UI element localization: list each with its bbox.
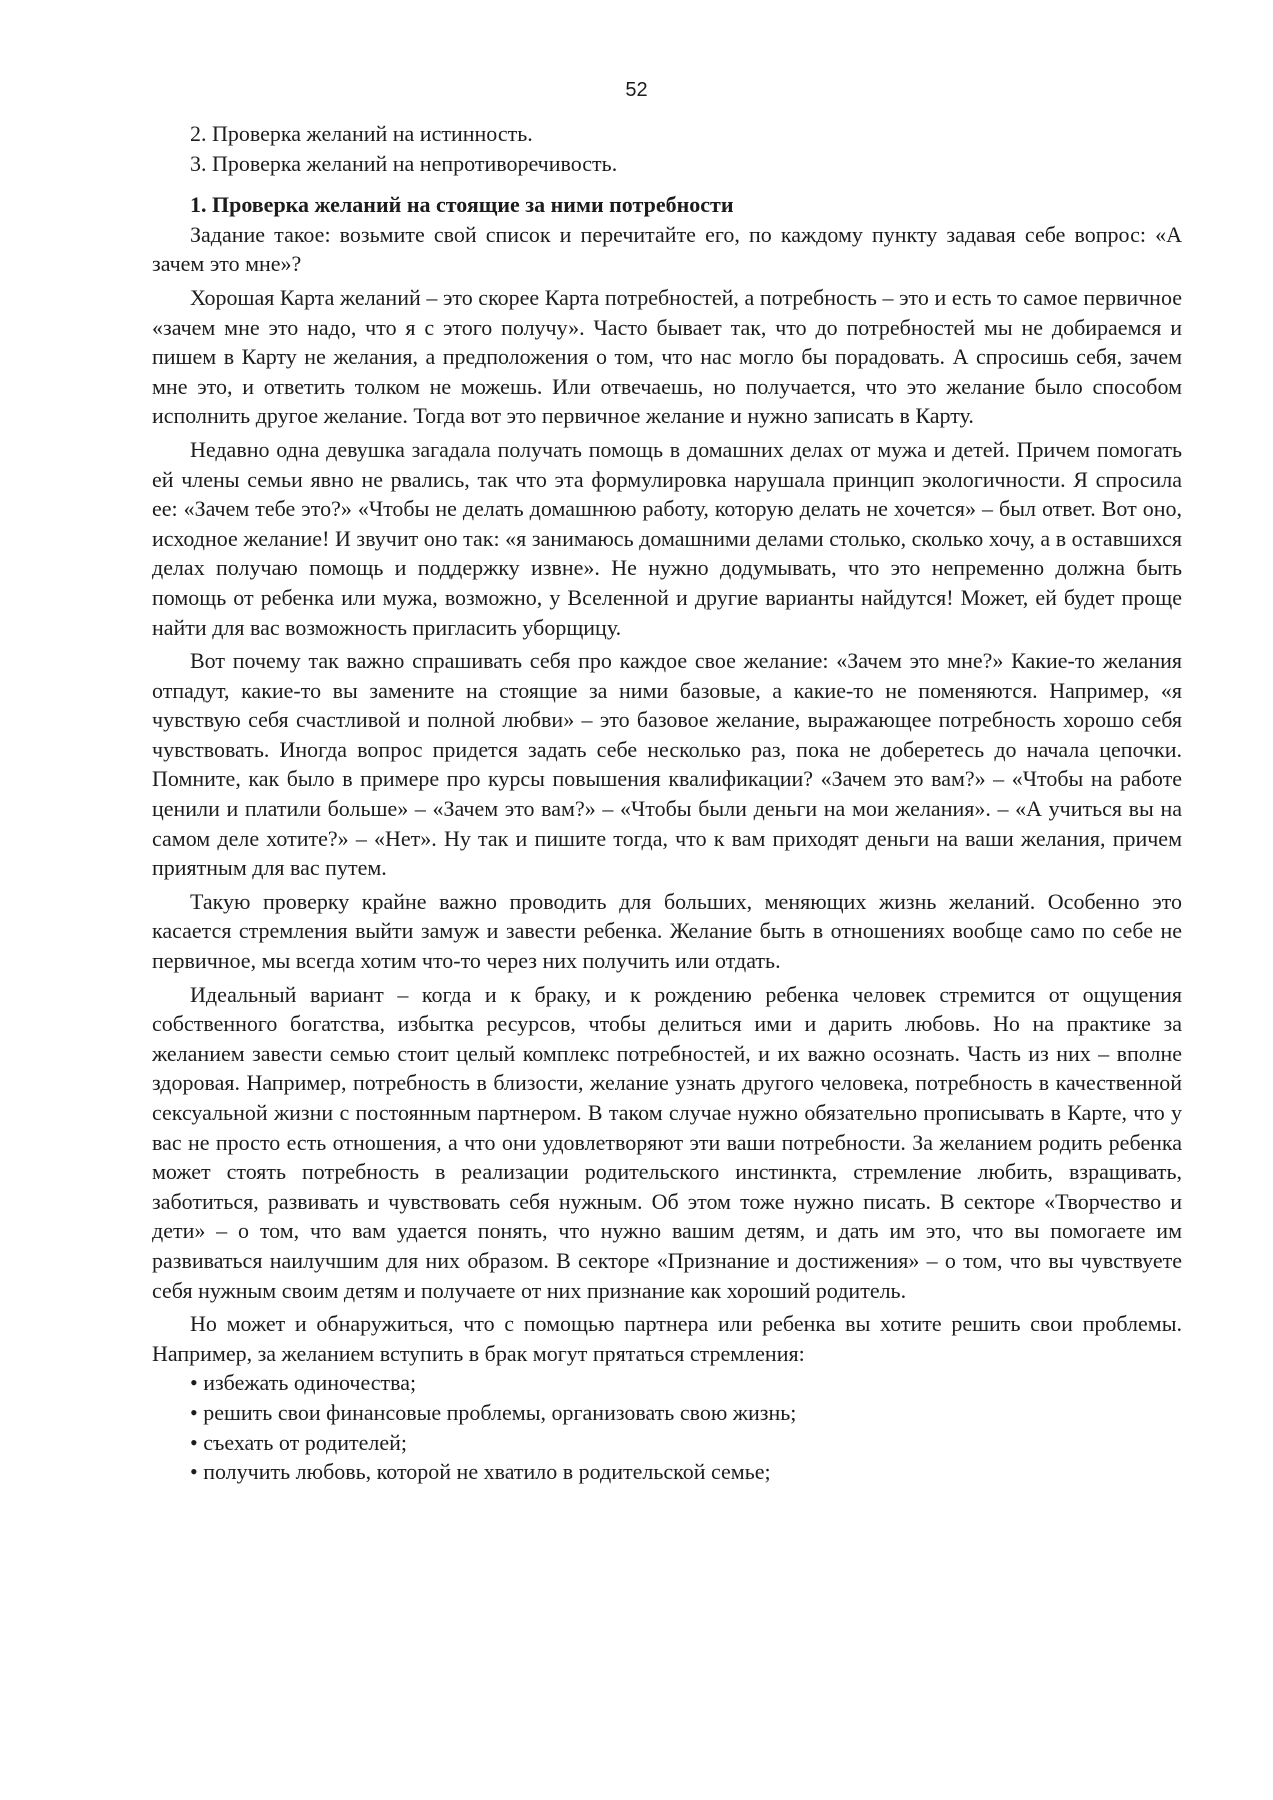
paragraph-big-wishes: Такую проверку крайне важно проводить для больших, меняющих жизнь желаний. Особенно это касается стремления выйти замуж и завести ребенка. Желание быть в отношениях вообще само по себе не первичное, мы всегда хотим что-то через них получить или отдать.: [152, 888, 1182, 974]
list-item-consistency-check: 3. Проверка желаний на непротиворечивость.: [190, 150, 618, 176]
paragraph-ideal-variant: Идеальный вариант – когда и к браку, и к рождению ребенка человек стремится от ощущения собственного богатства, избытка ресурсов, чтобы делиться ими и дарить любовь. Но на практике за желанием завести семью стоит целый комплекс потребностей, и их важно осознать. Часть из них – вполне здоровая. Например, потребность в близости, желание узнать другого человека, потребность в качественной сексуальной жизни с постоянным партнером. В таком случае нужно обязательно прописывать в Карте, что у вас не просто есть отношения, а что они удовлетворяют эти ваши потребности. За желанием родить ребенка может стоять потребность в реализации родительского инстинкта, стремление любить, взращивать, заботиться, развивать и чувствовать себя нужным. Об этом тоже нужно писать. В секторе «Творчество и дети» – о том, что вам удается понять, что нужно вашим детям, и дать им это, что вы помогаете им развиваться наилучшим для них образом. В секторе «Признание и достижения» – о том, что вы чувствуете себя нужным своим детям и получаете от них признание как хороший родитель.: [152, 981, 1182, 1303]
list-item: [152, 1428, 1182, 1458]
list-item: [152, 1398, 1182, 1428]
list-item: [152, 1457, 1182, 1487]
list-item: [152, 1368, 1182, 1398]
page-number: 52: [625, 79, 648, 101]
page-body: [152, 119, 1182, 1487]
list-item-text: решить свои финансовые проблемы, организовать свою жизнь;: [203, 1399, 797, 1425]
bullet-list: [152, 1368, 1182, 1486]
list-item-truthfulness-check: 2. Проверка желаний на истинность.: [190, 121, 533, 146]
paragraph-hidden-problems: Но может и обнаружиться, что с помощью партнера или ребенка вы хотите решить свои проблемы. Например, за желанием вступить в брак могут прятаться стремления:: [152, 1311, 1182, 1366]
list-item-text: съехать от родителей;: [203, 1429, 408, 1455]
list-item-text: избежать одиночества;: [203, 1370, 417, 1396]
bullet-icon: •: [190, 1399, 198, 1425]
bullet-icon: •: [190, 1429, 198, 1455]
list-item-text: получить любовь, которой не хватило в родительской семье;: [203, 1459, 771, 1485]
paragraph-task: Задание такое: возьмите свой список и перечитайте его, по каждому пункту задавая себе вопрос: «А зачем это мне»?: [152, 221, 1182, 277]
paragraph-girl-example: Недавно одна девушка загадала получать помощь в домашних делах от мужа и детей. Причем помогать ей члены семьи явно не рвались, так что эта формулировка нарушала принцип экологичности. Я спросила ее: «Зачем тебе это?» «Чтобы не делать домашнюю работу, которую делать не хочется» – был ответ. Вот оно, исходное желание! И звучит оно так: «я занимаюсь домашними делами столько, сколько хочу, а в оставшихся делах получаю помощь и поддержку извне». Не нужно додумывать, что это непременно должна быть помощь от ребенка или мужа, возможно, у Вселенной и другие варианты найдутся! Может, ей будет проще найти для вас возможность пригласить уборщицу.: [152, 436, 1182, 640]
paragraph-why-ask: Вот почему так важно спрашивать себя про каждое свое желание: «Зачем это мне?» Какие-то желания отпадут, какие-то вы замените на стоящие за ними базовые, а какие-то не поменяются. Например, «я чувствую себя счастливой и полной любви» – это базовое желание, выражающее потребность хорошо себя чувствовать. Иногда вопрос придется задать себе несколько раз, пока не доберетесь до начала цепочки. Помните, как было в примере про курсы повышения квалификации? «Зачем это вам?» – «Чтобы на работе ценили и платили больше» – «Зачем это вам?» – «Чтобы были деньги на мои желания». – «А учиться вы на самом деле хотите?» – «Нет». Ну так и пишите тогда, что к вам приходят деньги на ваши желания, причем приятным для вас путем.: [152, 648, 1182, 881]
spacer: [152, 178, 1182, 190]
paragraph-needs-map: Хорошая Карта желаний – это скорее Карта потребностей, а потребность – это и есть то самое первичное «зачем мне это надо, что я с этого получу». Часто бывает так, что до потребностей мы не добираемся и пишем в Карту не желания, а предположения о том, что нас могло бы порадовать. А спросишь себя, зачем мне это, и ответить толком не можешь. Или отвечаешь, но получается, что это желание было способом исполнить другое желание. Тогда вот это первичное желание и нужно записать в Карту.: [152, 284, 1182, 429]
bullet-icon: •: [190, 1370, 198, 1396]
section-heading: 1. Проверка желаний на стоящие за ними потребности: [190, 192, 734, 218]
bullet-icon: •: [190, 1459, 198, 1485]
